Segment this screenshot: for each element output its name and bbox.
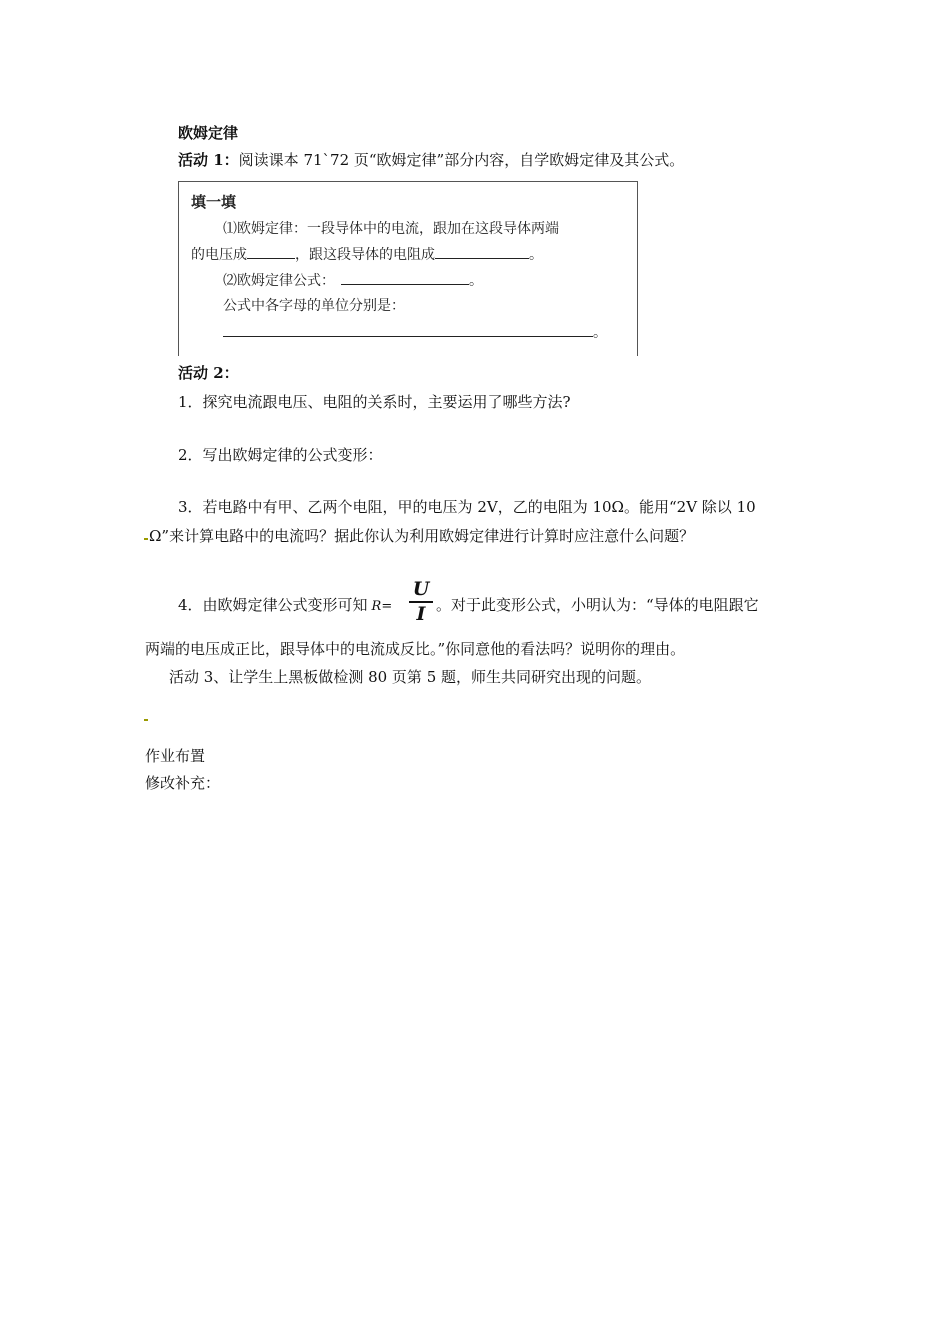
fraction-denominator: I xyxy=(416,603,426,625)
blank-formula[interactable] xyxy=(341,270,469,285)
fill-in-line-1: ⑴欧姆定律：一段导体中的电流，跟加在这段导体两端 xyxy=(223,221,559,237)
fill-in-line-4: 公式中各字母的单位分别是： xyxy=(223,298,405,314)
section-title: 欧姆定律 xyxy=(178,124,239,142)
fill-in-line-2: 的电压成 ，跟这段导体的电阻成 。 xyxy=(191,244,543,264)
activity-1-text: 阅读课本 71`72 页“欧姆定律”部分内容，自学欧姆定律及其公式。 xyxy=(238,151,685,169)
fill-in-line-5: 。 xyxy=(223,322,607,342)
question-2: 2．写出欧姆定律的公式变形： xyxy=(178,446,383,464)
blank-units[interactable] xyxy=(223,322,593,337)
annotation-mark xyxy=(144,719,148,721)
formula-variable: R= xyxy=(371,599,393,614)
fraction-numerator: U xyxy=(412,578,430,600)
blank-voltage[interactable] xyxy=(247,244,295,259)
blank-resistance[interactable] xyxy=(435,244,529,259)
ohm-fraction xyxy=(409,580,433,624)
homework-heading: 作业布置 xyxy=(145,747,206,765)
activity-2-label: 活动 2： xyxy=(178,364,239,382)
fill-in-line-3: ⑵欧姆定律公式： 。 xyxy=(223,270,483,290)
question-4-line-2: 两端的电压成正比，跟导体中的电流成反比。”你同意他的看法吗？说明你的理由。 xyxy=(145,640,686,658)
question-1: 1．探究电流跟电压、电阻的关系时，主要运用了哪些方法? xyxy=(178,393,571,411)
fill-in-heading: 填一填 xyxy=(191,193,237,211)
question-4-line-1b: 。对于此变形公式，小明认为：“导体的电阻跟它 xyxy=(436,596,759,614)
question-3-line-1: 3．若电路中有甲、乙两个电阻，甲的电压为 2V，乙的电阻为 10Ω。能用“2V 除以 10 xyxy=(178,498,756,516)
fill-in-box xyxy=(178,181,638,356)
question-4-line-1a: 4．由欧姆定律公式变形可知 R= xyxy=(178,596,393,614)
annotation-mark xyxy=(144,538,148,540)
question-3-line-2: Ω”来计算电路中的电流吗？据此你认为利用欧姆定律进行计算时应注意什么问题？ xyxy=(149,527,695,545)
revision-heading: 修改补充： xyxy=(145,774,221,792)
activity-3: 活动 3、让学生上黑板做检测 80 页第 5 题，师生共同研究出现的问题。 xyxy=(169,668,652,686)
activity-1 xyxy=(178,150,684,170)
activity-1-label: 活动 1： xyxy=(178,151,239,169)
